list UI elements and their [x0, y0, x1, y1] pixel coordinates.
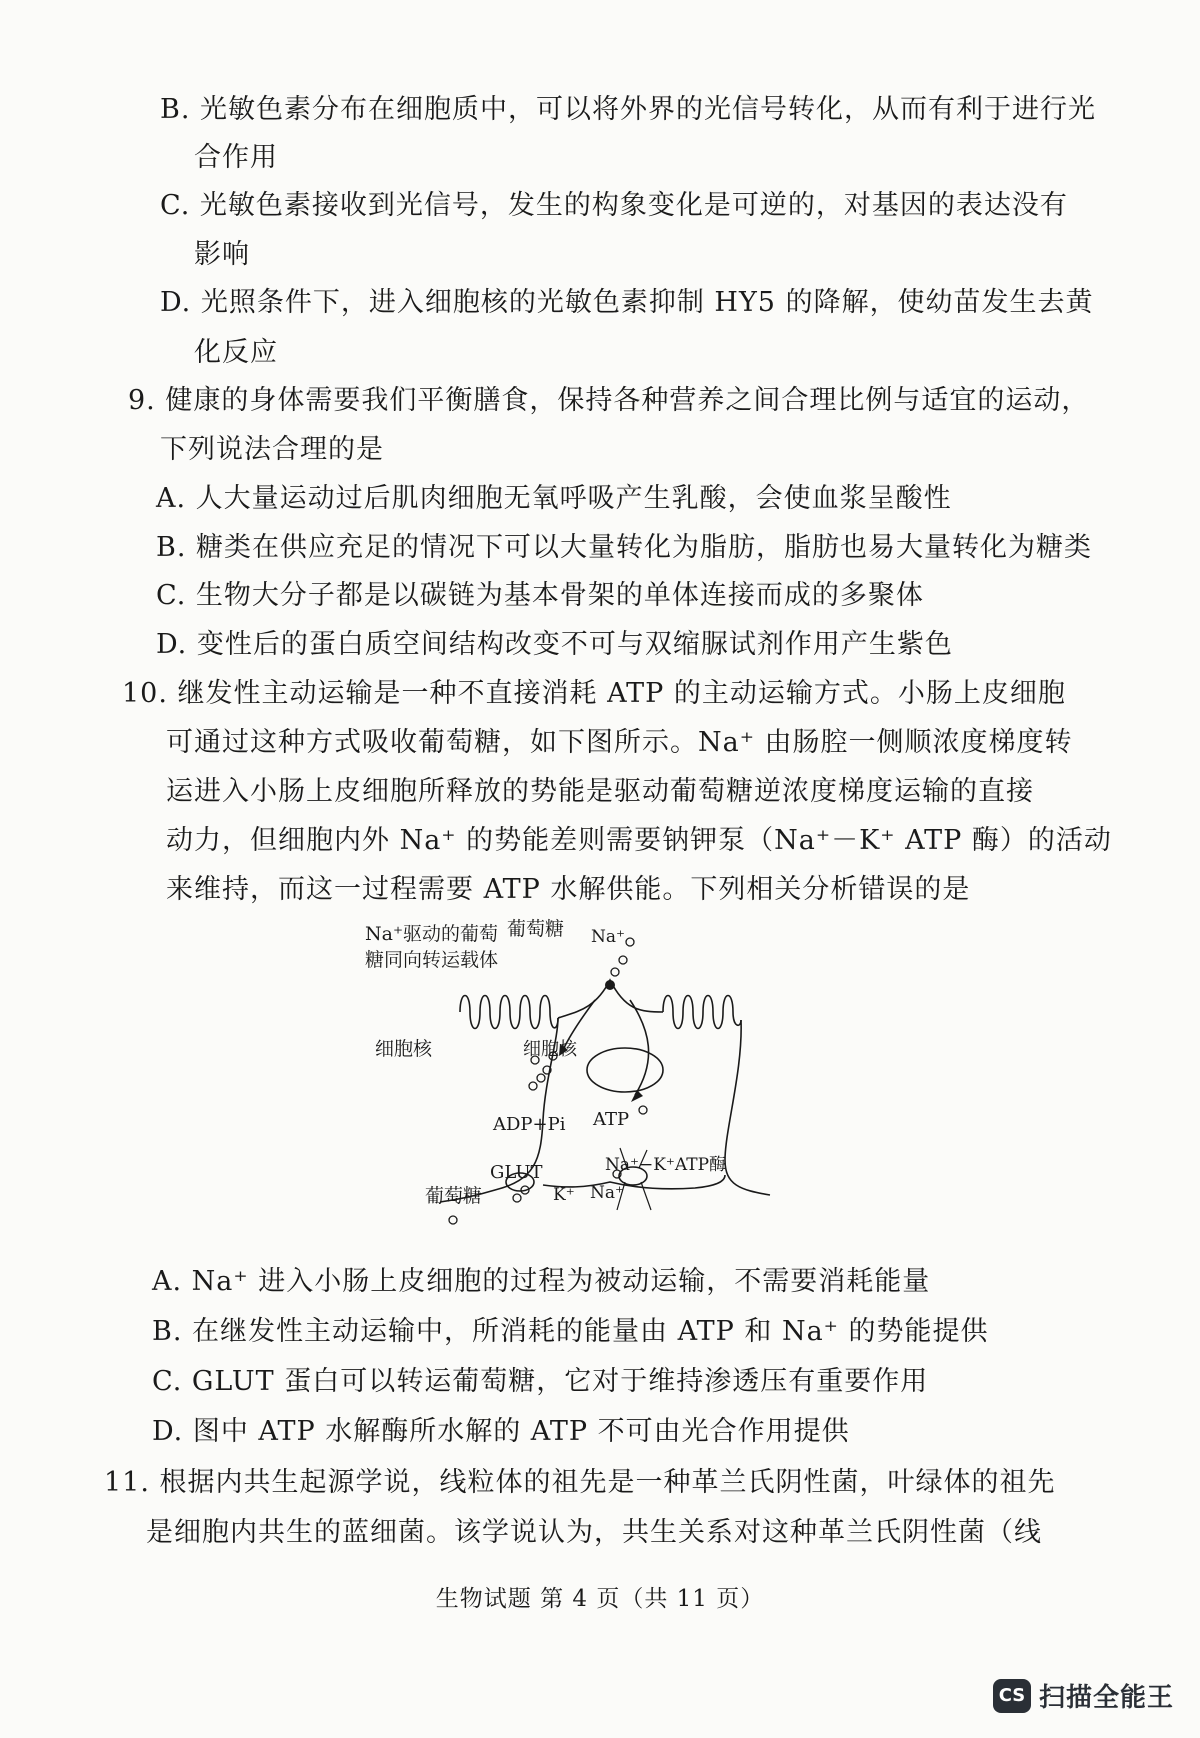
- option-d: D. 图中 ATP 水解酶所水解的 ATP 不可由光合作用提供: [152, 1416, 850, 1447]
- atp-label: ATP: [593, 1109, 630, 1130]
- text-line: D. 光照条件下，进入细胞核的光敏色素抑制 HY5 的降解，使幼苗发生去黄: [160, 287, 1094, 318]
- question-11-stem: 11. 根据内共生起源学说，线粒体的祖先是一种革兰氏阴性菌，叶绿体的祖先: [104, 1467, 1056, 1498]
- option-a: A. 人大量运动过后肌肉细胞无氧呼吸产生乳酸，会使血浆呈酸性: [156, 483, 952, 514]
- text-line: 是细胞内共生的蓝细菌。该学说认为，共生关系对这种革兰氏阴性菌（线: [146, 1517, 1042, 1548]
- na-bottom-label: Na⁺: [590, 1183, 624, 1203]
- question-9-stem: 9. 健康的身体需要我们平衡膳食，保持各种营养之间合理比例与适宜的运动，: [128, 385, 1090, 416]
- text-line: 动力，但细胞内外 Na⁺ 的势能差则需要钠钾泵（Na⁺－K⁺ ATP 酶）的活动: [166, 825, 1112, 856]
- scanner-watermark: [993, 1677, 1174, 1714]
- text-line: C. 光敏色素接收到光信号，发生的构象变化是可逆的，对基因的表达没有: [160, 190, 1068, 221]
- page-footer: 生物试题 第 4 页（共 11 页）: [435, 1586, 765, 1612]
- pump-label: Na⁺−K⁺ATP酶: [605, 1155, 727, 1175]
- option-b: B. 糖类在供应充足的情况下可以大量转化为脂肪，脂肪也易大量转化为糖类: [156, 532, 1093, 563]
- k-label: K⁺: [553, 1185, 575, 1205]
- option-a: A. Na⁺ 进入小肠上皮细胞的过程为被动运输，不需要消耗能量: [152, 1266, 931, 1297]
- text-line: 可通过这种方式吸收葡萄糖，如下图所示。Na⁺ 由肠腔一侧顺浓度梯度转: [166, 727, 1073, 758]
- text-line: 来维持，而这一过程需要 ATP 水解供能。下列相关分析错误的是: [166, 874, 971, 905]
- glut-label: GLUT: [490, 1162, 543, 1183]
- option-b: B. 在继发性主动运输中，所消耗的能量由 ATP 和 Na⁺ 的势能提供: [152, 1316, 989, 1347]
- text-line: 下列说法合理的是: [160, 434, 384, 465]
- cotransporter-label-line1: Na⁺驱动的葡萄: [365, 923, 498, 945]
- na-top-label: Na⁺: [591, 927, 625, 947]
- option-c: C. 生物大分子都是以碳链为基本骨架的单体连接而成的多聚体: [156, 580, 924, 611]
- option-d: D. 变性后的蛋白质空间结构改变不可与双缩脲试剂作用产生紫色: [156, 629, 953, 660]
- text-line: 影响: [194, 239, 250, 270]
- question-10-stem: 10. 继发性主动运输是一种不直接消耗 ATP 的主动运输方式。小肠上皮细胞: [122, 678, 1066, 709]
- option-c: C. GLUT 蛋白可以转运葡萄糖，它对于维持渗透压有重要作用: [152, 1366, 929, 1397]
- glucose-top-label: 葡萄糖: [507, 918, 565, 940]
- text-line: B. 光敏色素分布在细胞质中，可以将外界的光信号转化，从而有利于进行光: [160, 94, 1097, 125]
- nucleus-left-label: 细胞核: [375, 1038, 433, 1060]
- cotransporter-label-line2: 糖同向转运载体: [365, 949, 499, 971]
- text-line: 化反应: [194, 337, 278, 368]
- intestinal-cell-diagram: [365, 918, 835, 1250]
- camscanner-logo-icon: CS: [993, 1679, 1031, 1713]
- nucleus-inner-label: 细胞核: [523, 1039, 577, 1060]
- adp-label: ADP+Pi: [493, 1114, 566, 1135]
- glucose-bottom-label: 葡萄糖: [425, 1185, 483, 1207]
- text-line: 运进入小肠上皮细胞所释放的势能是驱动葡萄糖逆浓度梯度运输的直接: [166, 776, 1034, 807]
- watermark-text: 扫描全能王: [1038, 1683, 1174, 1713]
- text-line: 合作用: [194, 142, 278, 173]
